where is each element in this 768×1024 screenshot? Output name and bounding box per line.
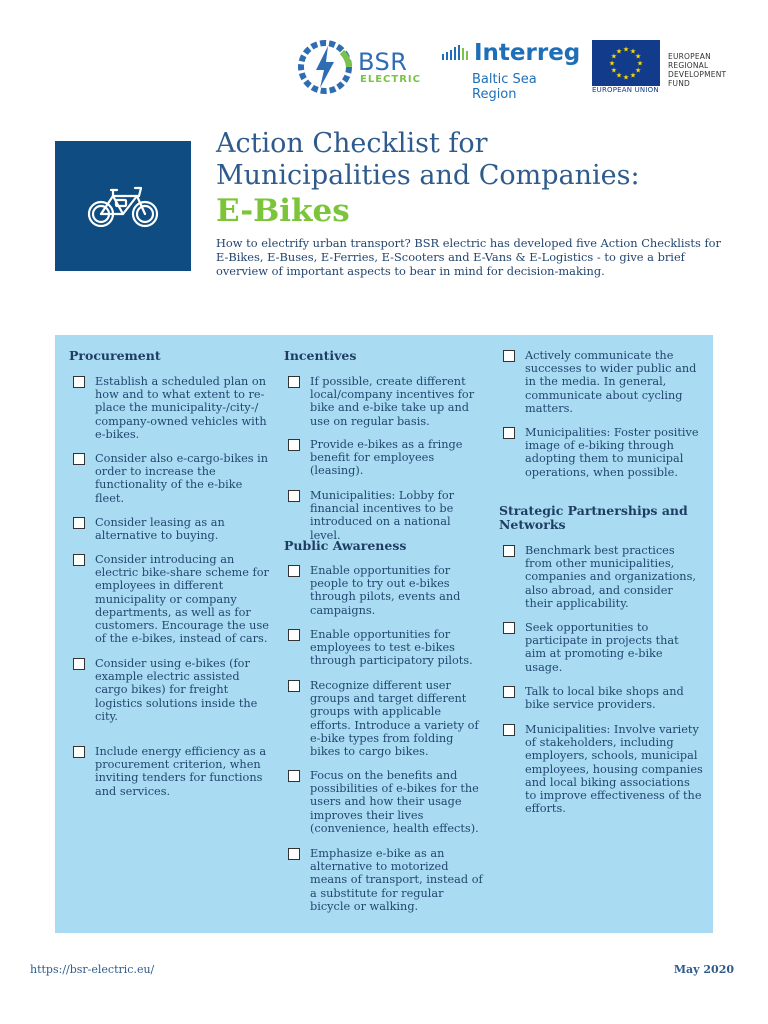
checkbox[interactable] xyxy=(288,770,300,782)
checklist-item-text: Consider using e-bikes (for example electric assisted cargo bikes) for freight logistics solutions inside the city. xyxy=(95,657,258,723)
footer-date: May 2020 xyxy=(673,963,734,976)
checklist-item-text: Benchmark best practices from other municipalities, companies and organizations, also abroad, and consider their applicability. xyxy=(525,544,696,610)
eu-caption: EUROPEAN UNION xyxy=(592,86,659,94)
checklist-panel xyxy=(55,335,713,933)
interreg-logo xyxy=(442,38,584,102)
section-heading-public-awareness: Public Awareness xyxy=(284,538,407,553)
erdf-line: DEVELOPMENT xyxy=(668,70,727,79)
checklist-item-text: Municipalities: Lobby for financial incentives to be introduced on a national level. xyxy=(310,489,455,542)
checklist-item-text: Municipalities: Involve variety of stakeholders, including employers, schools, municipal employees, housing companies and local biking associations to improve effectiveness of the efforts. xyxy=(525,723,703,816)
checkbox[interactable] xyxy=(288,629,300,641)
eu-star-icon: ★ xyxy=(610,52,618,61)
eu-star-icon: ★ xyxy=(622,45,630,54)
bicycle-icon xyxy=(85,182,161,230)
bsr-lightning-logo-icon xyxy=(296,38,354,96)
checklist-item-text: Include energy efficiency as a procurement criterion, when inviting tenders for functions and services. xyxy=(95,745,267,798)
erdf-line: EUROPEAN xyxy=(668,52,711,61)
checkbox[interactable] xyxy=(73,554,85,566)
checklist-item-text: Recognize different user groups and target different groups with applicable efforts. Introduce a variety of e-bike types from folding bikes to cargo bikes. xyxy=(310,679,479,759)
eu-star-icon: ★ xyxy=(615,47,623,56)
checklist-item-text: Seek opportunities to participate in projects that aim at promoting e-bike usage. xyxy=(525,621,679,674)
eu-star-icon: ★ xyxy=(622,73,630,82)
eu-star-icon: ★ xyxy=(615,71,623,80)
footer-website-link[interactable]: https://bsr-electric.eu/ xyxy=(30,963,155,976)
section-heading-incentives: Incentives xyxy=(284,348,357,363)
checkbox[interactable] xyxy=(288,848,300,860)
checklist-item-text: Enable opportunities for people to try out e-bikes through pilots, events and campaigns. xyxy=(310,564,461,617)
checklist-item-text: Enable opportunities for employees to test e-bikes through participatory pilots. xyxy=(310,628,473,668)
checkbox[interactable] xyxy=(503,686,515,698)
checklist-item-text: Talk to local bike shops and bike service providers. xyxy=(525,685,684,712)
ebike-icon-box xyxy=(55,141,191,271)
eu-flag-icon xyxy=(592,40,660,86)
checkbox[interactable] xyxy=(503,427,515,439)
checkbox[interactable] xyxy=(288,439,300,451)
checkbox[interactable] xyxy=(503,724,515,736)
eu-star-icon: ★ xyxy=(634,52,642,61)
checklist-item-text: Establish a scheduled plan on how and to what extent to re-place the municipality-/city-/ company-owned vehicles with e-bikes. xyxy=(95,375,267,441)
section-heading-strategic-partnerships: Strategic Partnerships and Networks xyxy=(499,503,688,532)
bsr-subtitle: ELECTRIC xyxy=(360,74,421,85)
eu-star-icon: ★ xyxy=(629,71,637,80)
checkbox[interactable] xyxy=(73,453,85,465)
erdf-label xyxy=(668,52,726,88)
checkbox[interactable] xyxy=(503,545,515,557)
checklist-item-text: Provide e-bikes as a fringe benefit for employees (leasing). xyxy=(310,438,463,478)
bsr-wordmark: BSR xyxy=(358,48,408,76)
interreg-subtitle: Baltic Sea Region xyxy=(472,72,537,102)
erdf-line: REGIONAL xyxy=(668,61,709,70)
page-title-topic: E-Bikes xyxy=(216,193,350,229)
checklist-item-text: Focus on the benefits and possibilities of e-bikes for the users and how their usage improves their lives (convenience, health effects). xyxy=(310,769,479,835)
interreg-wordmark: Interreg xyxy=(474,40,581,66)
checkbox[interactable] xyxy=(73,376,85,388)
checklist-item-text: Municipalities: Foster positive image of e-biking through adopting them to municipal operations, when possible. xyxy=(525,426,699,479)
eu-star-icon: ★ xyxy=(636,59,644,68)
checkbox[interactable] xyxy=(73,517,85,529)
eu-star-icon: ★ xyxy=(629,47,637,56)
checklist-item-text: Actively communicate the successes to wider public and in the media. In general, communicate about cycling matters. xyxy=(525,349,697,415)
page-title-line1: Action Checklist for xyxy=(216,128,488,159)
checkbox[interactable] xyxy=(73,658,85,670)
checkbox[interactable] xyxy=(503,622,515,634)
checkbox[interactable] xyxy=(73,746,85,758)
eu-star-icon: ★ xyxy=(610,66,618,75)
checkbox[interactable] xyxy=(288,490,300,502)
partner-logos xyxy=(296,36,736,100)
checkbox[interactable] xyxy=(288,565,300,577)
checklist-item-text: Consider leasing as an alternative to buying. xyxy=(95,516,225,543)
checkbox[interactable] xyxy=(288,680,300,692)
page-title-line2: Municipalities and Companies: xyxy=(216,160,640,191)
checklist-item-text: Emphasize e-bike as an alternative to motorized means of transport, instead of a substitute for regular bicycle or walking. xyxy=(310,847,483,913)
erdf-line: FUND xyxy=(668,79,690,88)
checklist-item-text: Consider also e-cargo-bikes in order to increase the functionality of the e-bike fleet. xyxy=(95,452,269,505)
eu-star-icon: ★ xyxy=(634,66,642,75)
section-heading-procurement: Procurement xyxy=(69,348,161,363)
title-block xyxy=(216,128,736,230)
eu-star-icon: ★ xyxy=(608,59,616,68)
bsr-electric-logo xyxy=(296,38,426,96)
checklist-item-text: If possible, create different local/company incentives for bike and e-bike take up and use on regular basis. xyxy=(310,375,475,428)
checkbox[interactable] xyxy=(503,350,515,362)
intro-paragraph: How to electrify urban transport? BSR electric has developed five Action Checklists for E-Bikes, E-Buses, E-Ferries, E-Scooters and E-Vans & E-Logistics - to give a brief overview of important aspects to bear in mind for decision-making. xyxy=(216,236,721,278)
checkbox[interactable] xyxy=(288,376,300,388)
checklist-item-text: Consider introducing an electric bike-share scheme for employees in different municipality or company departments, as well as for customers. Encourage the use of the e-bikes, instead of cars. xyxy=(95,553,269,646)
